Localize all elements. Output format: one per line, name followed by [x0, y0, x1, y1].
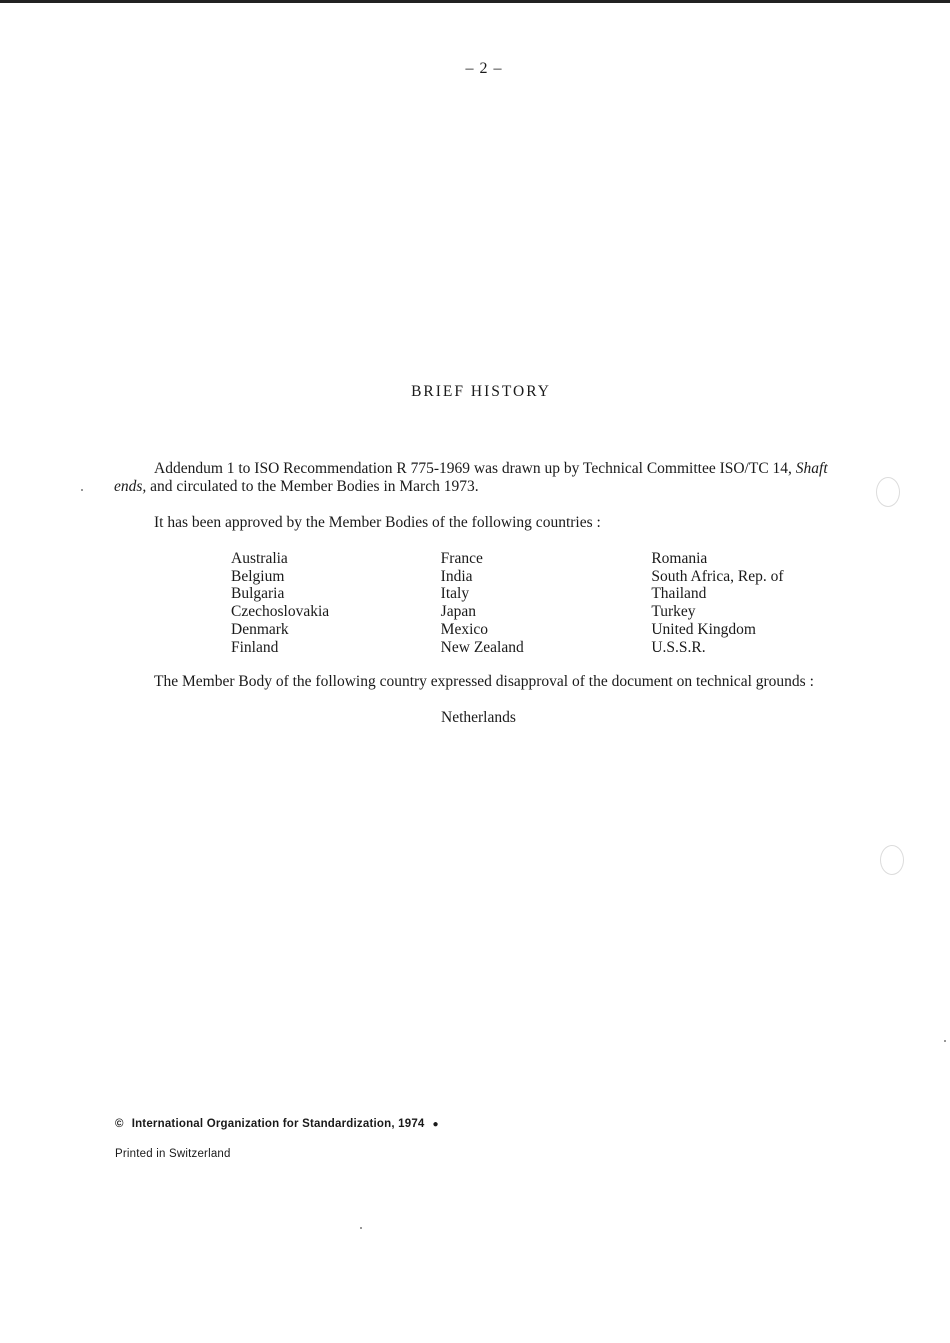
paragraph-origin: [114, 460, 854, 496]
country-name: South Africa, Rep. of: [651, 567, 784, 585]
bullet-icon: ●: [432, 1118, 439, 1130]
country-name: Bulgaria: [231, 585, 285, 603]
disapproving-country: Netherlands: [441, 709, 516, 726]
country-name: U.S.S.R.: [651, 638, 706, 656]
scan-speck: [81, 489, 83, 491]
country-name: Finland: [231, 638, 279, 656]
top-border-rule: [0, 0, 950, 3]
scan-speck: [360, 1227, 362, 1229]
punch-hole-mark: [880, 845, 904, 875]
country-name: Denmark: [231, 620, 289, 638]
page-number: – 2 –: [465, 60, 503, 77]
copyright-line: [115, 1118, 439, 1130]
country-name: United Kingdom: [651, 620, 756, 638]
scan-speck: [944, 1040, 946, 1042]
country-name: Turkey: [651, 603, 696, 621]
copyright-text: International Organization for Standardization, 1974: [131, 1118, 425, 1130]
approving-countries-table: [231, 550, 871, 656]
country-name: Italy: [440, 585, 470, 603]
country-name: India: [440, 567, 473, 585]
paragraph-disapproval: The Member Body of the following country expressed disapproval of the document on technical grounds :: [154, 673, 814, 690]
section-title: BRIEF HISTORY: [411, 383, 551, 400]
country-column-2: [441, 550, 652, 656]
country-name: Australia: [231, 550, 288, 567]
copyright-icon: ©: [115, 1118, 124, 1130]
country-name: Belgium: [231, 567, 285, 585]
country-column-3: [651, 550, 871, 656]
country-name: Romania: [651, 550, 708, 567]
paragraph-approval: It has been approved by the Member Bodies of the following countries :: [154, 514, 601, 531]
country-name: Mexico: [440, 620, 489, 638]
country-name: Japan: [440, 603, 476, 621]
punch-hole-mark: [876, 477, 900, 507]
paragraph-origin-italic: Shaft ends,: [114, 460, 828, 495]
country-column-1: [231, 550, 441, 656]
country-name: Czechoslovakia: [231, 603, 330, 621]
paragraph-origin-tail: and circulated to the Member Bodies in March 1973.: [146, 478, 479, 495]
country-name: New Zealand: [440, 638, 524, 656]
country-name: Thailand: [651, 585, 707, 603]
paragraph-origin-lead: Addendum 1 to ISO Recommendation R 775-1969 was drawn up by Technical Committee ISO/TC 14,: [154, 460, 796, 477]
country-name: France: [440, 550, 483, 567]
printed-in-line: Printed in Switzerland: [115, 1148, 231, 1160]
